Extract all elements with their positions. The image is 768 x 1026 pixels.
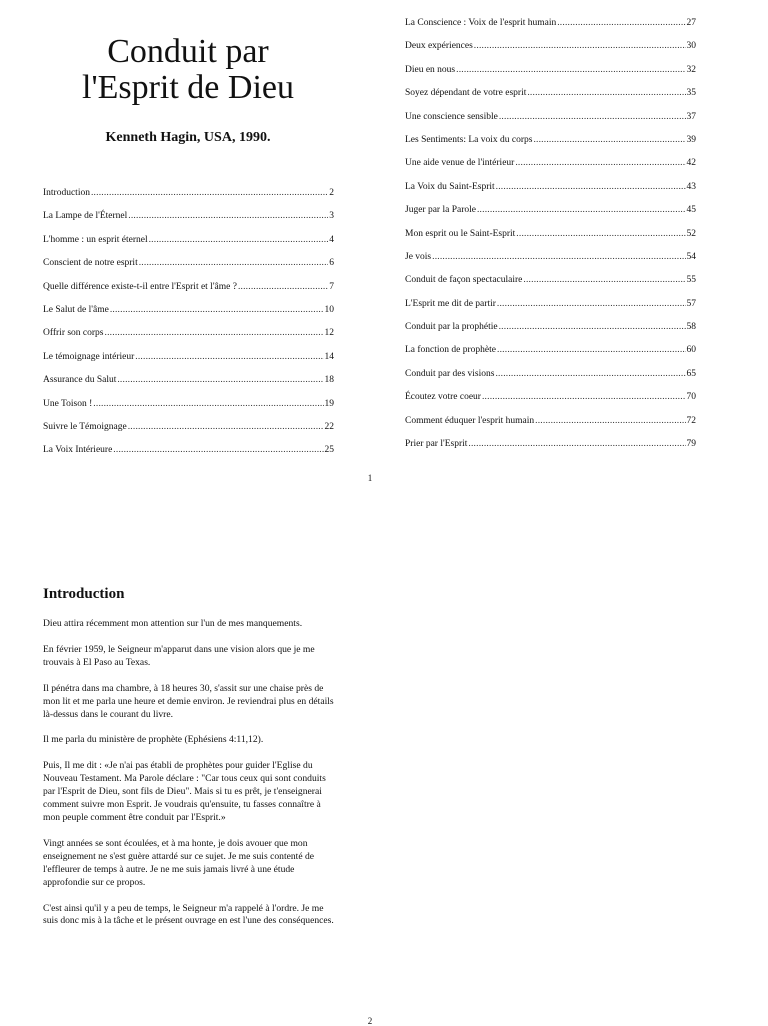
toc-dot-leader	[139, 258, 329, 268]
toc-entry-page: 45	[686, 205, 696, 216]
toc-entry-page: 6	[329, 258, 334, 269]
toc-entry[interactable]	[405, 65, 696, 88]
toc-entry-page: 10	[324, 304, 334, 315]
toc-dot-leader	[515, 158, 685, 168]
toc-entry[interactable]	[405, 392, 696, 415]
toc-entry-title: La Lampe de l'Éternel	[43, 211, 128, 222]
toc-entry-page: 58	[686, 322, 696, 333]
body-paragraph: Puis, Il me dit : «Je n'ai pas établi de prophètes pour guider l'Eglise du Nouveau Testament. Ma Parole déclare : "Car tous ceux qui sont conduits par l'Esprit de Dieu, sont fils de Dieu". Mais si tu es prêt, je t'enseignerai comment suivre mon Esprit. Je voudrais qu'ensuite, tu fasses connaître à mon peuple comment être conduit par l'Esprit.»	[43, 760, 326, 823]
toc-entry-page: 79	[686, 439, 696, 450]
toc-entry-title: Quelle différence existe-t-il entre l'Esprit et l'âme ?	[43, 281, 237, 292]
toc-dot-leader	[497, 345, 685, 355]
toc-dot-leader	[432, 252, 685, 262]
toc-entry-page: 43	[686, 181, 696, 192]
toc-entry-title: Le Salut de l'âme	[43, 304, 109, 315]
toc-entry[interactable]	[43, 399, 334, 422]
toc-dot-leader	[91, 188, 328, 198]
toc-entry-page: 32	[686, 64, 696, 75]
toc-entry-title: La Voix du Saint-Esprit	[405, 181, 495, 192]
toc-entry[interactable]	[405, 416, 696, 439]
toc-entry-title: L'Esprit me dit de partir	[405, 298, 496, 309]
toc-dot-leader	[110, 305, 324, 315]
toc-dot-leader	[557, 18, 685, 28]
toc-dot-leader	[474, 41, 686, 51]
toc-entry[interactable]	[43, 445, 334, 468]
toc-entry-title: Une aide venue de l'intérieur	[405, 158, 515, 169]
toc-entry-page: 25	[324, 445, 334, 456]
toc-entry[interactable]	[405, 252, 696, 275]
document-page-2	[0, 560, 768, 1024]
toc-entry-page: 54	[686, 251, 696, 262]
book-title-line-1: Conduit par	[107, 33, 269, 70]
toc-dot-leader	[523, 275, 685, 285]
body-paragraph: Il me parla du ministère de prophète (Ephésiens 4:11,12).	[43, 734, 264, 746]
toc-dot-leader	[149, 235, 329, 245]
toc-entry-page: 57	[686, 298, 696, 309]
toc-entry-page: 2	[329, 188, 334, 198]
toc-entry[interactable]	[405, 229, 696, 252]
toc-entry[interactable]	[405, 369, 696, 392]
toc-entry-title: La fonction de prophète	[405, 345, 497, 356]
toc-entry[interactable]	[405, 345, 696, 368]
toc-entry-title: La Conscience : Voix de l'esprit humain	[405, 18, 557, 28]
toc-entry-page: 12	[324, 328, 334, 339]
toc-entry[interactable]	[43, 211, 334, 234]
body-paragraph: C'est ainsi qu'il y a peu de temps, le Seigneur m'a rappelé à l'ordre. Je me suis donc mis à la tâche et le présent ouvrage en est l'une des conséquences.	[43, 902, 334, 927]
toc-entry-title: Suivre le Témoignage	[43, 421, 127, 432]
document-page-1	[0, 0, 768, 500]
toc-dot-leader	[238, 282, 328, 292]
toc-entry[interactable]	[43, 188, 334, 211]
toc-entry-page: 35	[686, 88, 696, 99]
toc-entry-title: Écoutez votre coeur	[405, 392, 481, 403]
toc-entry-title: Mon esprit ou le Saint-Esprit	[405, 228, 516, 239]
author-line: Kenneth Hagin, USA, 1990.	[105, 130, 271, 145]
body-paragraph: En février 1959, le Seigneur m'apparut dans une vision alors que je me trouvais à El Paso au Texas.	[43, 643, 315, 668]
toc-entry-title: Deux expériences	[405, 41, 473, 52]
body-paragraph: Vingt années se sont écoulées, et à ma honte, je dois avouer que mon enseignement ne s'est guère attardé sur ce sujet. Je me suis contenté de l'effleurer de temps à autre. Je ne me suis jamais livré à une étude approfondie sur ce propos.	[43, 837, 315, 888]
page-number: 2	[367, 1016, 373, 1026]
toc-entry-title: Les Sentiments: La voix du corps	[405, 134, 533, 145]
page-number: 1	[367, 473, 373, 483]
toc-entry-title: L'homme : un esprit éternel	[43, 234, 148, 245]
toc-entry-title: Dieu en nous	[405, 64, 456, 75]
toc-entry[interactable]	[405, 205, 696, 228]
toc-entry-page: 19	[324, 398, 334, 409]
book-title-line-2: l'Esprit de Dieu	[82, 69, 294, 106]
toc-entry-page: 14	[324, 351, 334, 362]
toc-dot-leader	[499, 112, 686, 122]
toc-entry-page: 30	[686, 41, 696, 52]
toc-entry-title: Je vois	[405, 251, 432, 262]
toc-entry[interactable]	[405, 275, 696, 298]
toc-entry-page: 22	[324, 421, 334, 432]
toc-entry[interactable]	[43, 235, 334, 258]
toc-dot-leader	[128, 211, 328, 221]
toc-entry[interactable]	[43, 422, 334, 445]
toc-entry[interactable]	[43, 305, 334, 328]
toc-dot-leader	[105, 328, 324, 338]
toc-dot-leader	[533, 135, 685, 145]
toc-entry-title: Une conscience sensible	[405, 111, 498, 122]
toc-entry-page: 52	[686, 228, 696, 239]
toc-entry-title: Conscient de notre esprit	[43, 258, 138, 269]
toc-entry[interactable]	[405, 439, 696, 462]
toc-entry[interactable]	[43, 352, 334, 375]
toc-entry-title: Soyez dépendant de votre esprit	[405, 88, 527, 99]
toc-entry-page: 72	[686, 415, 696, 426]
toc-dot-leader	[128, 422, 324, 432]
toc-entry-title: Introduction	[43, 188, 90, 198]
toc-entry[interactable]	[405, 18, 696, 41]
toc-entry[interactable]	[405, 41, 696, 64]
body-paragraph: Dieu attira récemment mon attention sur l'un de mes manquements.	[43, 618, 303, 629]
toc-entry[interactable]	[405, 322, 696, 345]
toc-entry-page: 3	[329, 211, 334, 222]
toc-dot-leader	[93, 399, 323, 409]
toc-dot-leader	[113, 445, 323, 455]
toc-entry-title: Prier par l'Esprit	[405, 439, 468, 450]
toc-entry-page: 65	[686, 368, 696, 379]
toc-entry-page: 60	[686, 345, 696, 356]
section-body	[43, 618, 338, 941]
toc-dot-leader	[117, 375, 323, 385]
toc-entry-title: Le témoignage intérieur	[43, 351, 135, 362]
toc-entry-page: 37	[686, 111, 696, 122]
toc-entry-page: 18	[324, 375, 334, 386]
toc-entry[interactable]	[405, 112, 696, 135]
toc-entry-title: Conduit par des visions	[405, 368, 495, 379]
toc-entry-page: 39	[686, 134, 696, 145]
toc-entry[interactable]	[405, 135, 696, 158]
toc-dot-leader	[527, 88, 685, 98]
toc-dot-leader	[477, 205, 686, 215]
toc-dot-leader	[496, 182, 686, 192]
toc-entry-title: Offrir son corps	[43, 328, 104, 339]
toc-entry[interactable]	[405, 158, 696, 181]
toc-dot-leader	[482, 392, 686, 402]
toc-entry[interactable]	[43, 258, 334, 281]
toc-entry-page: 4	[329, 234, 334, 245]
toc-entry-title: Une Toison !	[43, 398, 93, 409]
toc-entry-page: 70	[686, 392, 696, 403]
toc-entry-title: Assurance du Salut	[43, 375, 117, 386]
toc-entry-page: 7	[329, 281, 334, 292]
toc-entry-page: 55	[686, 275, 696, 286]
toc-entry-page: 42	[686, 158, 696, 169]
toc-entry-title: Juger par la Parole	[405, 205, 476, 216]
toc-entry-title: Conduit par la prophétie	[405, 322, 498, 333]
toc-dot-leader	[516, 229, 685, 239]
toc-entry-title: La Voix Intérieure	[43, 445, 113, 456]
book-title	[40, 34, 336, 106]
toc-dot-leader	[468, 439, 685, 449]
toc-dot-leader	[495, 369, 685, 379]
toc-entry[interactable]	[405, 88, 696, 111]
toc-entry-title: Comment éduquer l'esprit humain	[405, 415, 535, 426]
table-of-contents-left	[43, 188, 334, 469]
toc-dot-leader	[456, 65, 685, 75]
toc-entry[interactable]	[43, 282, 334, 305]
toc-dot-leader	[135, 352, 323, 362]
body-paragraph: Il pénétra dans ma chambre, à 18 heures 30, s'assit sur une chaise près de mon lit et me parla une heure et demie environ. Je reviendrai plus en détails là-dessus dans le courant du livre.	[43, 682, 334, 720]
toc-entry[interactable]	[405, 182, 696, 205]
toc-entry-page: 27	[686, 18, 696, 28]
toc-dot-leader	[499, 322, 686, 332]
section-heading: Introduction	[43, 586, 125, 602]
toc-entry[interactable]	[43, 375, 334, 398]
toc-dot-leader	[535, 416, 685, 426]
toc-entry-title: Conduit de façon spectaculaire	[405, 275, 523, 286]
table-of-contents-right	[405, 18, 696, 462]
toc-dot-leader	[497, 299, 686, 309]
toc-entry[interactable]	[43, 328, 334, 351]
toc-entry[interactable]	[405, 299, 696, 322]
